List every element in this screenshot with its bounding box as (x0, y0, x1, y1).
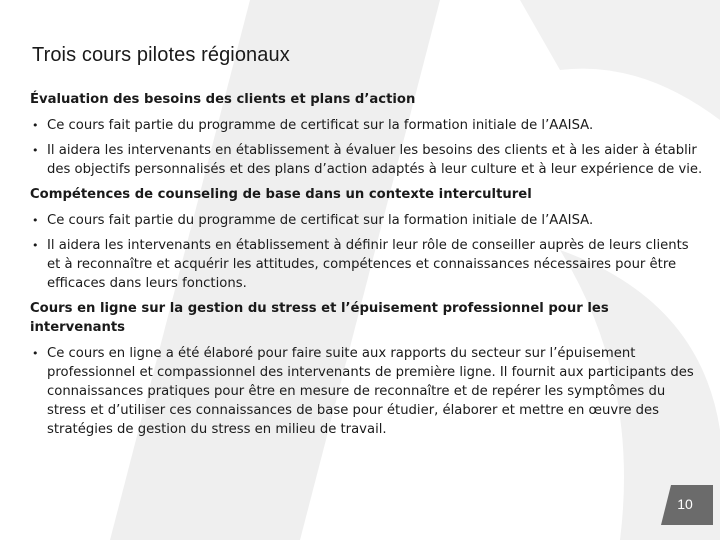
bullet-text: Ce cours fait partie du programme de certificat sur la formation initiale de l’AAISA. (47, 118, 594, 133)
page-number-badge (657, 485, 703, 525)
slide-content (30, 90, 706, 445)
page-number: 10 (677, 496, 693, 512)
bullet-list (30, 116, 706, 179)
section-assessment (30, 90, 706, 179)
section-heading: Cours en ligne sur la gestion du stress et l’épuisement professionnel pour les intervenants (30, 301, 609, 335)
bullet-text: Ce cours en ligne a été élaboré pour faire suite aux rapports du secteur sur l’épuisement professionnel et compassionnel des intervenants de première ligne. Il fournit aux participants des connaissances pratiques pour être en mesure de reconnaître et de repérer les symptômes du stress et d’utiliser ces connaissances de base pour étudier, élaborer et mettre en œuvre des stratégies de gestion du stress en milieu de travail. (47, 346, 694, 437)
bullet-icon: • (32, 347, 39, 360)
section-heading: Évaluation des besoins des clients et plans d’action (30, 92, 416, 107)
section-counseling (30, 185, 706, 293)
bullet-icon: • (32, 119, 39, 132)
list-item (30, 116, 706, 135)
bullet-icon: • (32, 239, 39, 252)
bullet-text: Ce cours fait partie du programme de certificat sur la formation initiale de l’AAISA. (47, 213, 594, 228)
list-item (30, 211, 706, 230)
bullet-text: Il aidera les intervenants en établissement à évaluer les besoins des clients et à les aider à établir des objectifs personnalisés et des plans d’action adaptés à leur culture et à leur expérience de vie. (47, 143, 703, 177)
list-item (30, 344, 706, 439)
bullet-list (30, 211, 706, 293)
list-item (30, 141, 706, 179)
slide-title: Trois cours pilotes régionaux (32, 44, 290, 66)
bullet-list (30, 344, 706, 439)
section-heading: Compétences de counseling de base dans un contexte interculturel (30, 187, 532, 202)
bullet-text: Il aidera les intervenants en établissement à définir leur rôle de conseiller auprès de leurs clients et à reconnaître et acquérir les attitudes, compétences et connaissances nécessaires pour être efficaces dans leurs fonctions. (47, 238, 689, 291)
list-item (30, 236, 706, 293)
section-stress-course (30, 299, 706, 439)
bullet-icon: • (32, 214, 39, 227)
bullet-icon: • (32, 144, 39, 157)
